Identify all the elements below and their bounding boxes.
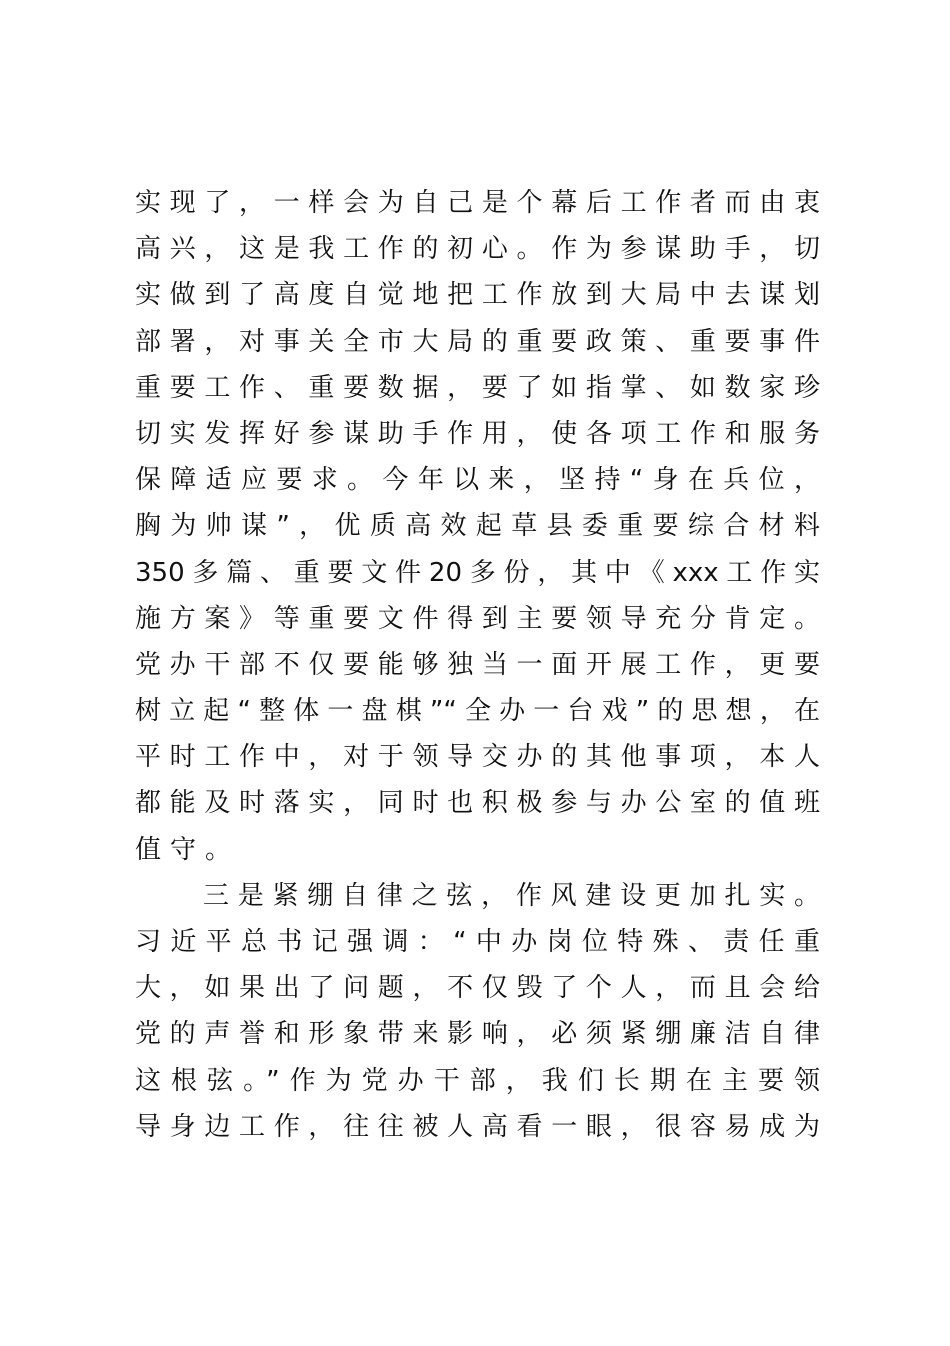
section-heading-line: 三是紧绷自律之弦，作风建设更加扎实。	[203, 880, 820, 911]
text-line: 胸为帅谋”，优质高效起草县委重要综合材料	[135, 511, 820, 542]
text-line: 重要工作、重要数据，要了如指掌、如数家珍	[135, 372, 820, 403]
body-text	[135, 180, 820, 1150]
text-line: 高兴，这是我工作的初心。作为参谋助手，切	[135, 234, 820, 265]
text-line: 平时工作中，对于领导交办的其他事项，本人	[135, 742, 820, 773]
text-line: 树立起“整体一盘棋”“全办一台戏”的思想，在	[135, 696, 820, 727]
text-line: 施方案》等重要文件得到主要领导充分肯定。	[135, 603, 820, 634]
text-line: 党办干部不仅要能够独当一面开展工作，更要	[135, 649, 820, 680]
text-line: 大，如果出了问题，不仅毁了个人，而且会给	[135, 973, 820, 1004]
text-line: 这根弦。”作为党办干部，我们长期在主要领	[135, 1065, 820, 1096]
text-line: 都能及时落实，同时也积极参与办公室的值班	[135, 788, 820, 819]
text-line: 保障适应要求。今年以来，坚持“身在兵位，	[135, 465, 820, 496]
text-line: 值守。	[135, 834, 241, 865]
text-line: 实现了，一样会为自己是个幕后工作者而由衷	[135, 188, 820, 218]
text-line: 部署，对事关全市大局的重要政策、重要事件	[135, 326, 820, 357]
text-line: 习近平总书记强调：“中办岗位特殊、责任重	[135, 927, 820, 957]
text-line: 实做到了高度自觉地把工作放到大局中去谋划	[135, 280, 820, 311]
text-line: 切实发挥好参谋助手作用，使各项工作和服务	[135, 418, 820, 449]
text-line: 党的声誉和形象带来影响，必须紧绷廉洁自律	[135, 1019, 820, 1050]
text-line: 导身边工作，往往被人高看一眼，很容易成为	[135, 1111, 820, 1142]
text-line: 350多篇、重要文件20多份，其中《xxx工作实	[135, 557, 820, 588]
